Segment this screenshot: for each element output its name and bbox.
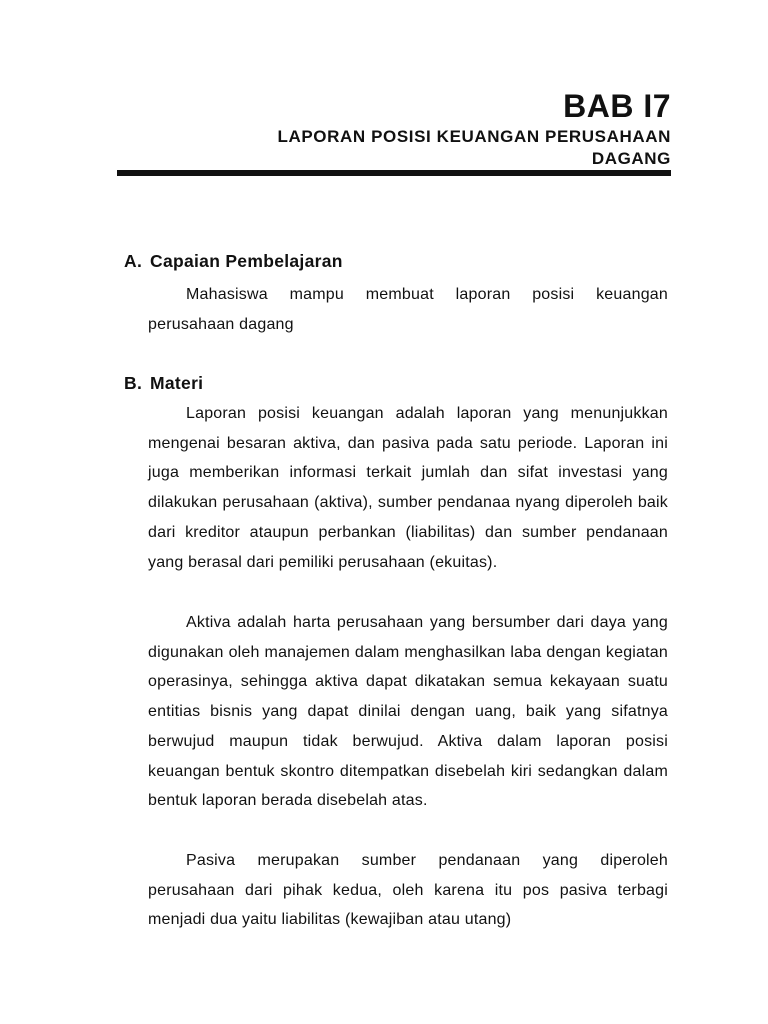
section-title-b: Materi xyxy=(150,373,204,393)
section-heading-b xyxy=(124,371,203,395)
section-letter-a: A. xyxy=(124,251,143,271)
paragraph-materi-1: Laporan posisi keuangan adalah laporan yang menunjukkan mengenai besaran aktiva, dan pasiva pada satu periode. Laporan ini juga memberikan informasi terkait jumlah dan sifat investasi yang dilakukan perusahaan (aktiva), sumber pendanaa nyang diperoleh baik dari kreditor ataupun perbankan (liabilitas) dan sumber pendanaan yang berasal dari pemiliki perusahaan (ekuitas). xyxy=(148,405,668,571)
paragraph-learning-outcome: Mahasiswa mampu membuat laporan posisi keuangan perusahaan dagang xyxy=(148,286,668,333)
paragraph-materi-3: Pasiva merupakan sumber pendanaan yang diperoleh perusahaan dari pihak kedua, oleh karena itu pos pasiva terbagi menjadi dua yaitu liabilitas (kewajiban atau utang) xyxy=(148,852,668,929)
section-letter-b: B. xyxy=(124,373,143,393)
section-heading-a xyxy=(124,249,343,273)
title-divider xyxy=(117,170,671,176)
chapter-header xyxy=(118,86,671,170)
chapter-title-line-1: LAPORAN POSISI KEUANGAN PERUSAHAAN xyxy=(277,127,671,146)
chapter-title-line-2: DAGANG xyxy=(591,149,671,168)
chapter-number: BAB I7 xyxy=(563,88,671,124)
section-title-a: Capaian Pembelajaran xyxy=(150,251,343,271)
paragraph-materi-2: Aktiva adalah harta perusahaan yang bersumber dari daya yang digunakan oleh manajemen dalam menghasilkan laba dengan kegiatan operasinya, sehingga aktiva dapat dikatakan semua kekayaan suatu entitias bisnis yang dapat dinilai dengan uang, baik yang sifatnya berwujud maupun tidak berwujud. Aktiva dalam laporan posisi keuangan bentuk skontro ditempatkan disebelah kiri sedangkan dalam bentuk laporan berada disebelah atas. xyxy=(148,614,668,810)
